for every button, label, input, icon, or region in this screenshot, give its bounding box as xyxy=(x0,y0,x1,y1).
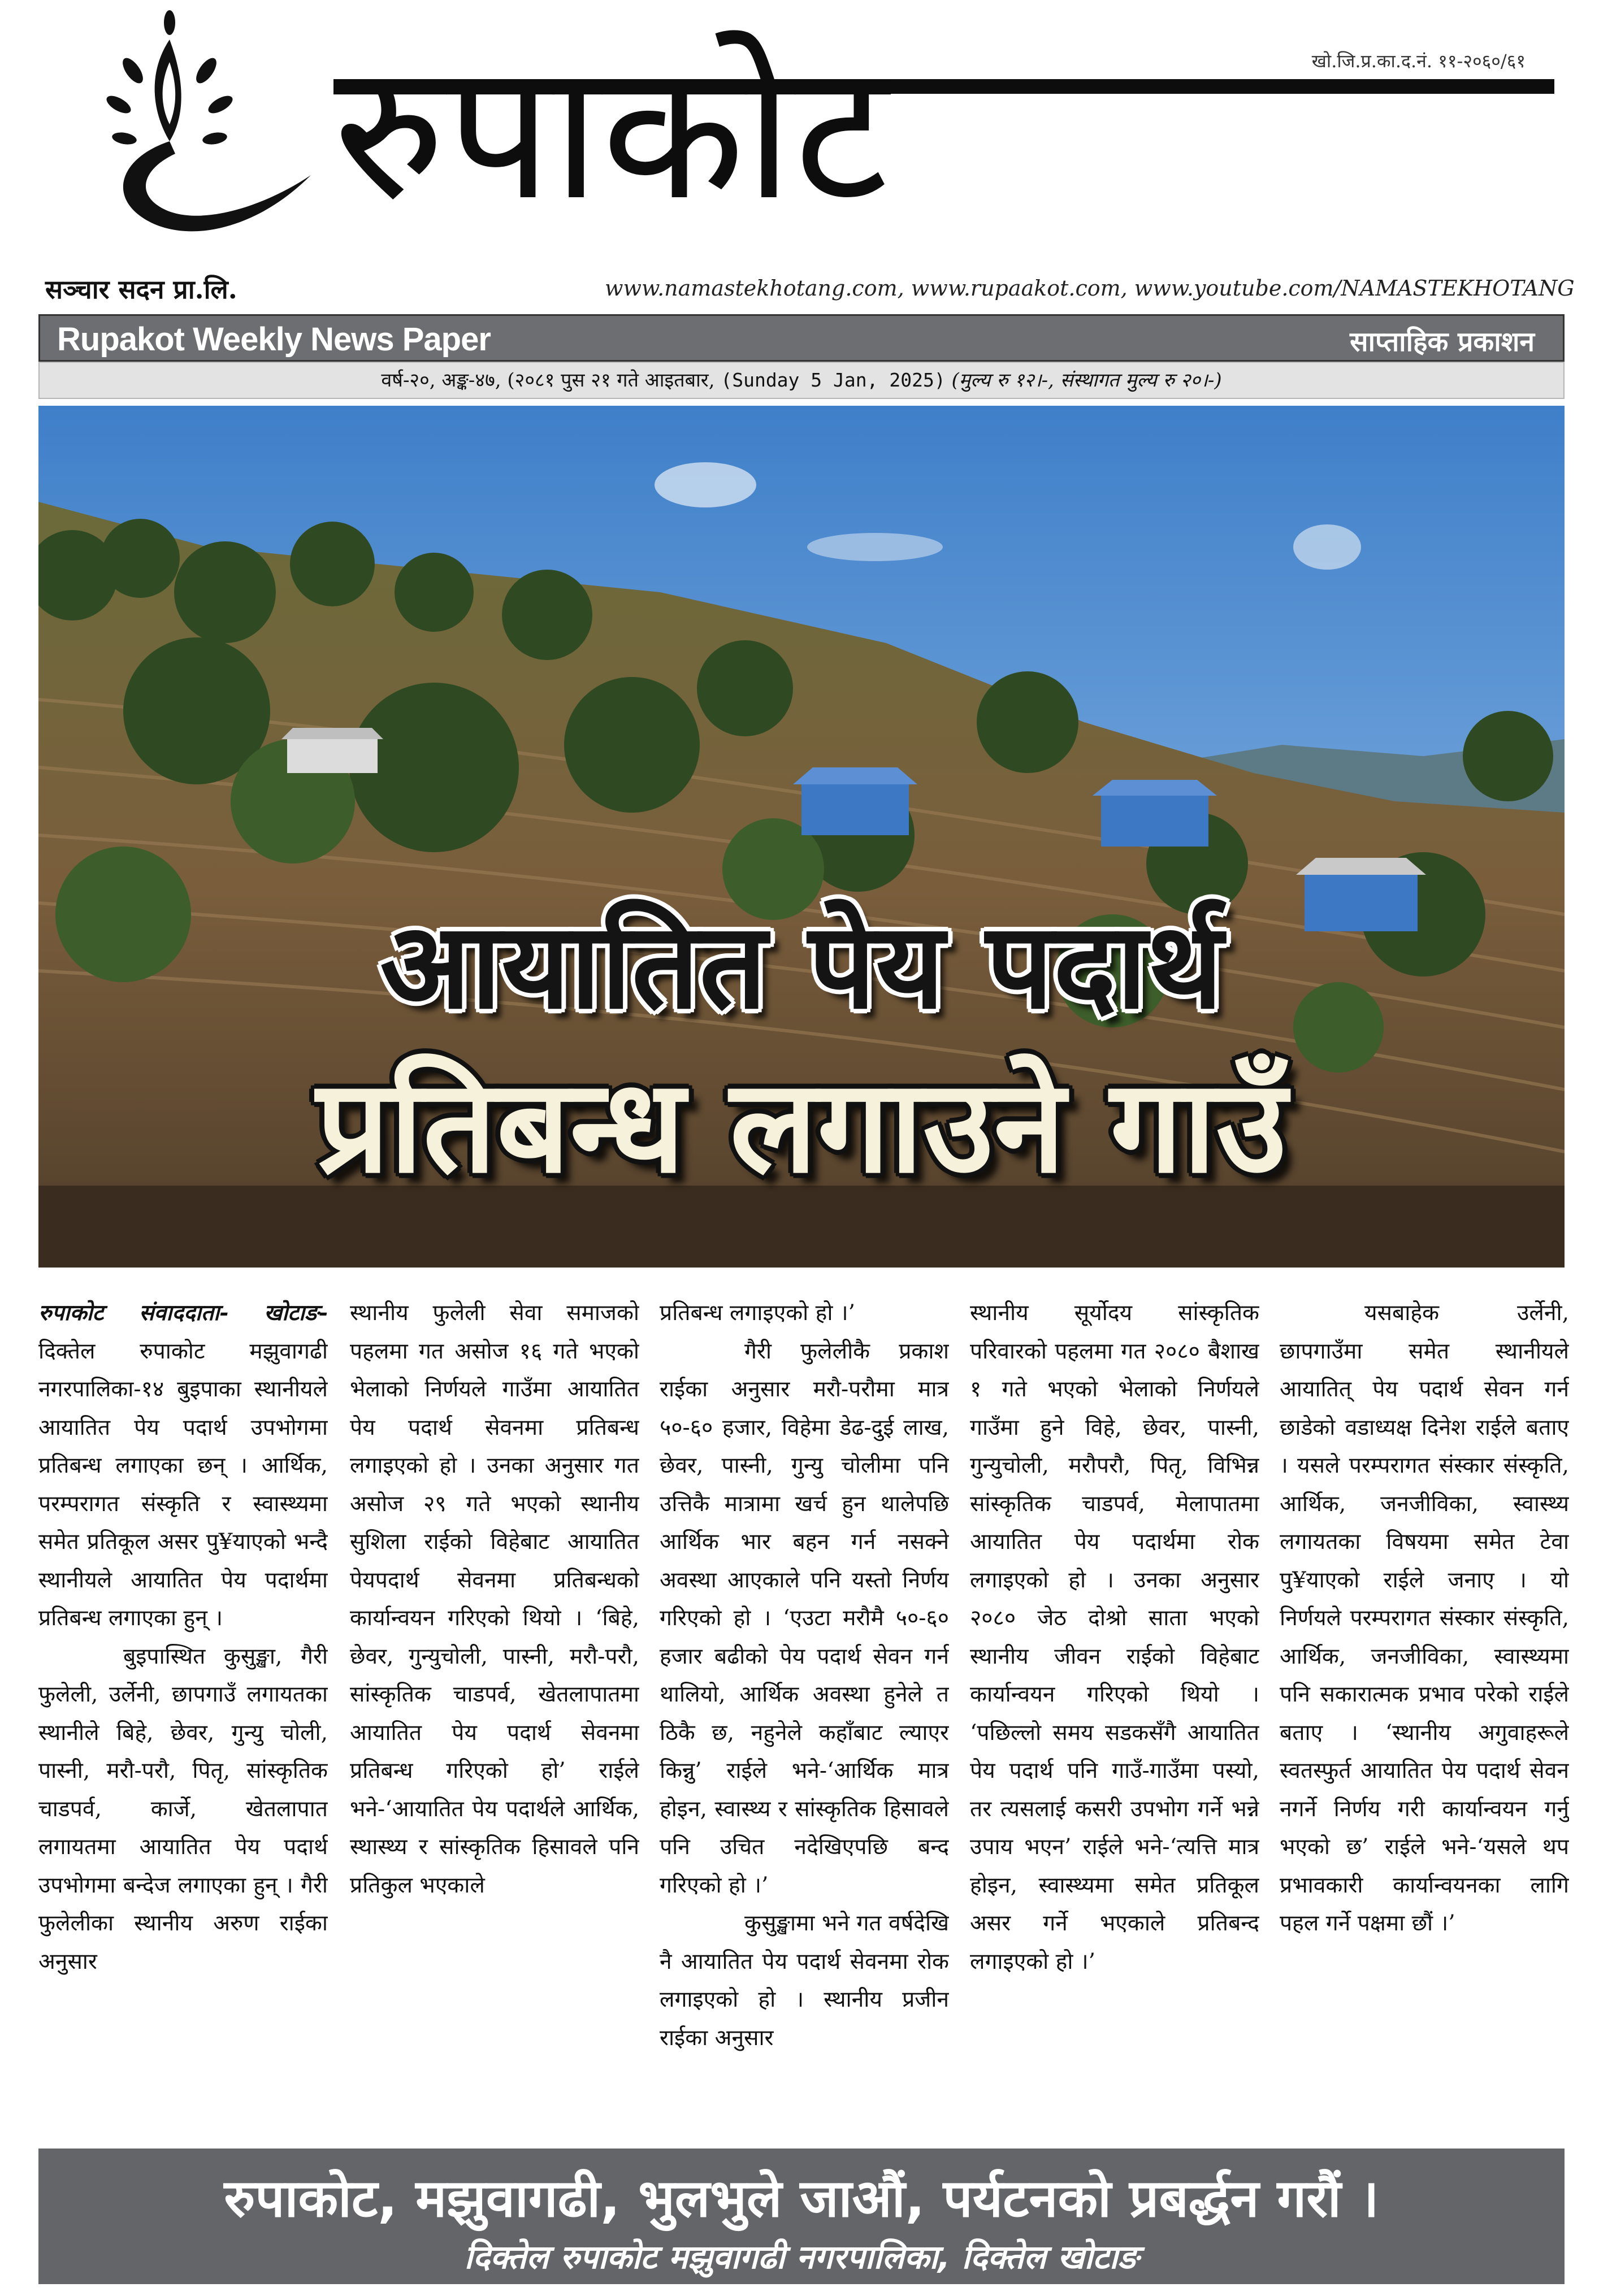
column-1-paragraph-1: दिक्तेल रुपाकोट मझुवागढी नगरपालिका-१४ बुइपाका स्थानीयले आयातित पेय पदार्थ उपभोगमा प्रतिबन्ध लगाएका छन् । आर्थिक, परम्परागत संस्कृति र स्वास्थ्यमा समेत प्रतिकूल असर पु¥याएको भन्दै स्थानीयले आयातित पेय पदार्थमा प्रतिबन्ध लगाएका हुन् । xyxy=(38,1338,328,1631)
municipality-name: दिक्तेल रुपाकोट मझुवागढी नगरपालिका, दिक्तेल खोटाङ xyxy=(464,2238,1139,2276)
article-dateline: रुपाकोट संवाददाता- खोटाङ- xyxy=(38,1300,328,1326)
newspaper-name-english: Rupakot Weekly News Paper xyxy=(57,321,491,358)
publication-frequency: साप्ताहिक प्रकाशन xyxy=(1350,326,1535,358)
hero-photo xyxy=(38,406,1565,1268)
headline-line-1: आयातित पेय पदार्थ xyxy=(380,897,1223,1035)
column-3-paragraph-1: प्रतिबन्ध लगाइएको हो ।’ xyxy=(660,1300,856,1326)
column-1-paragraph-2: बुइपास्थित कुसुङ्खा, गैरी फुलेली, उर्लेनी, छापगाउँ लगायतका स्थानीले बिहे, छेवर, गुन्यु चोली, पास्नी, मरौ-परौ, पितृ, सांस्कृतिक चाडपर्व, कार्जे, खेतलापात लगायतमा आयातित पेय पदार्थ उपभोगमा बन्देज लगाएका हुन् । गैरी फुलेलीका स्थानीय अरुण राईका अनुसार xyxy=(38,1643,328,1974)
masthead xyxy=(0,0,1599,314)
article-column-2 xyxy=(350,1294,639,2125)
column-4-paragraph-1: स्थानीय सूर्योदय सांस्कृतिक परिवारको पहलमा गत २०८० बैशाख १ गते भएको भेलाको निर्णयले गाउँमा हुने विहे, छेवर, पास्नी, गुन्युचोली, मरौपरौ, पितृ, विभिन्न सांस्कृतिक चाडपर्व, मेलापातमा आयातित पेय पदार्थमा रोक लगाइएको हो । उनका अनुसार २०८० जेठ दोश्रो साता भएको स्थानीय जीवन राईको विहेबाट कार्यान्वयन गरिएको थियो । ‘पछिल्लो समय सडकसँगै आयातित पेय पदार्थ पनि गाउँ-गाउँमा पस्यो, तर त्यसलाई कसरी उपभोग गर्ने भन्ने उपाय भएन’ राईले भने-‘त्यत्ति मात्र होइन, स्वास्थ्यमा समेत प्रतिकूल असर गर्ने भएकाले प्रतिबन्द लगाइएको हो ।’ xyxy=(970,1300,1259,1974)
title-banner xyxy=(38,314,1565,362)
article-column-4 xyxy=(970,1294,1259,2125)
article-column-3 xyxy=(660,1294,949,2125)
footer-banner xyxy=(38,2149,1565,2284)
newspaper-title: रुपाकोट xyxy=(333,24,890,241)
article-column-1 xyxy=(38,1294,328,2125)
issue-price: (मुल्य रु १२।-, संस्थागत मुल्य रु २०।-) xyxy=(951,369,1222,392)
issue-info xyxy=(38,362,1565,399)
column-2-paragraph-1: स्थानीय फुलेली सेवा समाजको पहलमा गत असोज १६ गते भएको भेलाको निर्णयले गाउँमा आयातित पेय पदार्थ सेवनमा प्रतिबन्ध लगाइएको हो । उनका अनुसार गत असोज २९ गते भएको स्थानीय सुशिला राईको विहेबाट आयातित पेयपदार्थ सेवनमा प्रतिबन्धको कार्यान्वयन गरिएको थियो । ‘बिहे, छेवर, गुन्युचोली, पास्नी, मरौ-परौ, सांस्कृतिक चाडपर्व, खेतलापातमा आयातित पेय पदार्थ सेवनमा प्रतिबन्ध गरिएको हो’ राईले भने-‘आयातित पेय पदार्थले आर्थिक, स्थास्थ्य र सांस्कृतिक हिसावले पनि प्रतिकुल भएकाले xyxy=(350,1300,639,1898)
issue-date-english: (Sunday 5 Jan, 2025) xyxy=(721,369,946,391)
website-links[interactable]: www.namastekhotang.com, www.rupaakot.com, www.youtube.com/NAMASTEKHOTANG xyxy=(605,276,1575,301)
article-column-5 xyxy=(1280,1294,1569,2125)
headline-line-2: प्रतिबन्ध लगाउने गाउँ xyxy=(316,1051,1287,1201)
column-3-paragraph-2: गैरी फुलेलीकै प्रकाश राईका अनुसार मरौ-परौमा मात्र ५०-६० हजार, विहेमा डेढ-दुई लाख, छेवर, पास्नी, गुन्यु चोलीमा पनि उत्तिकै मात्रामा खर्च हुन थालेपछि आर्थिक भार बहन गर्न नसक्ने अवस्था आएकाले पनि यस्तो निर्णय गरिएको हो । ‘एउटा मरौमै ५०-६० हजार बढीको पेय पदार्थ सेवन गर्न थालियो, आर्थिक अवस्था हुनेले त ठिकै छ, नहुनेले कहाँबाट ल्याएर किन्नु’ राईले भने-‘आर्थिक मात्र होइन, स्वास्थ्य र सांस्कृतिक हिसावले पनि उचित नदेखिएपछि बन्द गरिएको हो ।’ xyxy=(660,1338,949,1898)
issue-volume-date: वर्ष-२०, अङ्क-४७, (२०८१ पुस २१ गते आइतबार, xyxy=(381,369,715,392)
registration-number: खो.जि.प्र.का.द.नं. ११-२०६०/६१ xyxy=(1311,50,1526,72)
flame-logo-icon xyxy=(85,6,322,254)
column-5-paragraph-1: यसबाहेक उर्लेनी, छापगाउँमा समेत स्थानीयले आयातित् पेय पदार्थ सेवन गर्न छाडेको वडाध्यक्ष दिनेश राईले बताए । यसले परम्परागत संस्कार संस्कृति, आर्थिक, जनजीविका, स्वास्थ्य लगायतका विषयमा समेत टेवा पु¥याएको राईले जनाए । यो निर्णयले परम्परागत संस्कार संस्कृति, आर्थिक, जनजीविका, स्वास्थ्यमा पनि सकारात्मक प्रभाव परेको राईले बताए । ‘स्थानीय अगुवाहरूले स्वतस्फुर्त आयातित पेय पदार्थ सेवन नगर्ने निर्णय गरी कार्यान्वयन गर्नु भएको छ’ राईले भने-‘यसले थप प्रभावकारी कार्यान्वयनका लागि पहल गर्ने पक्षमा छौं ।’ xyxy=(1280,1300,1569,1936)
column-3-paragraph-3: कुसुङ्खामा भने गत वर्षदेखि नै आयातित पेय पदार्थ सेवनमा रोक लगाइएको हो । स्थानीय प्रजीन राईका अनुसार xyxy=(660,1911,949,2051)
company-name: सञ्चार सदन प्रा.लि. xyxy=(45,274,237,305)
tourism-slogan: रुपाकोट, मझुवागढी, भुलभुले जाऔं, पर्यटनको प्रबर्द्धन गरौं । xyxy=(224,2168,1379,2229)
article-body xyxy=(38,1294,1569,2125)
